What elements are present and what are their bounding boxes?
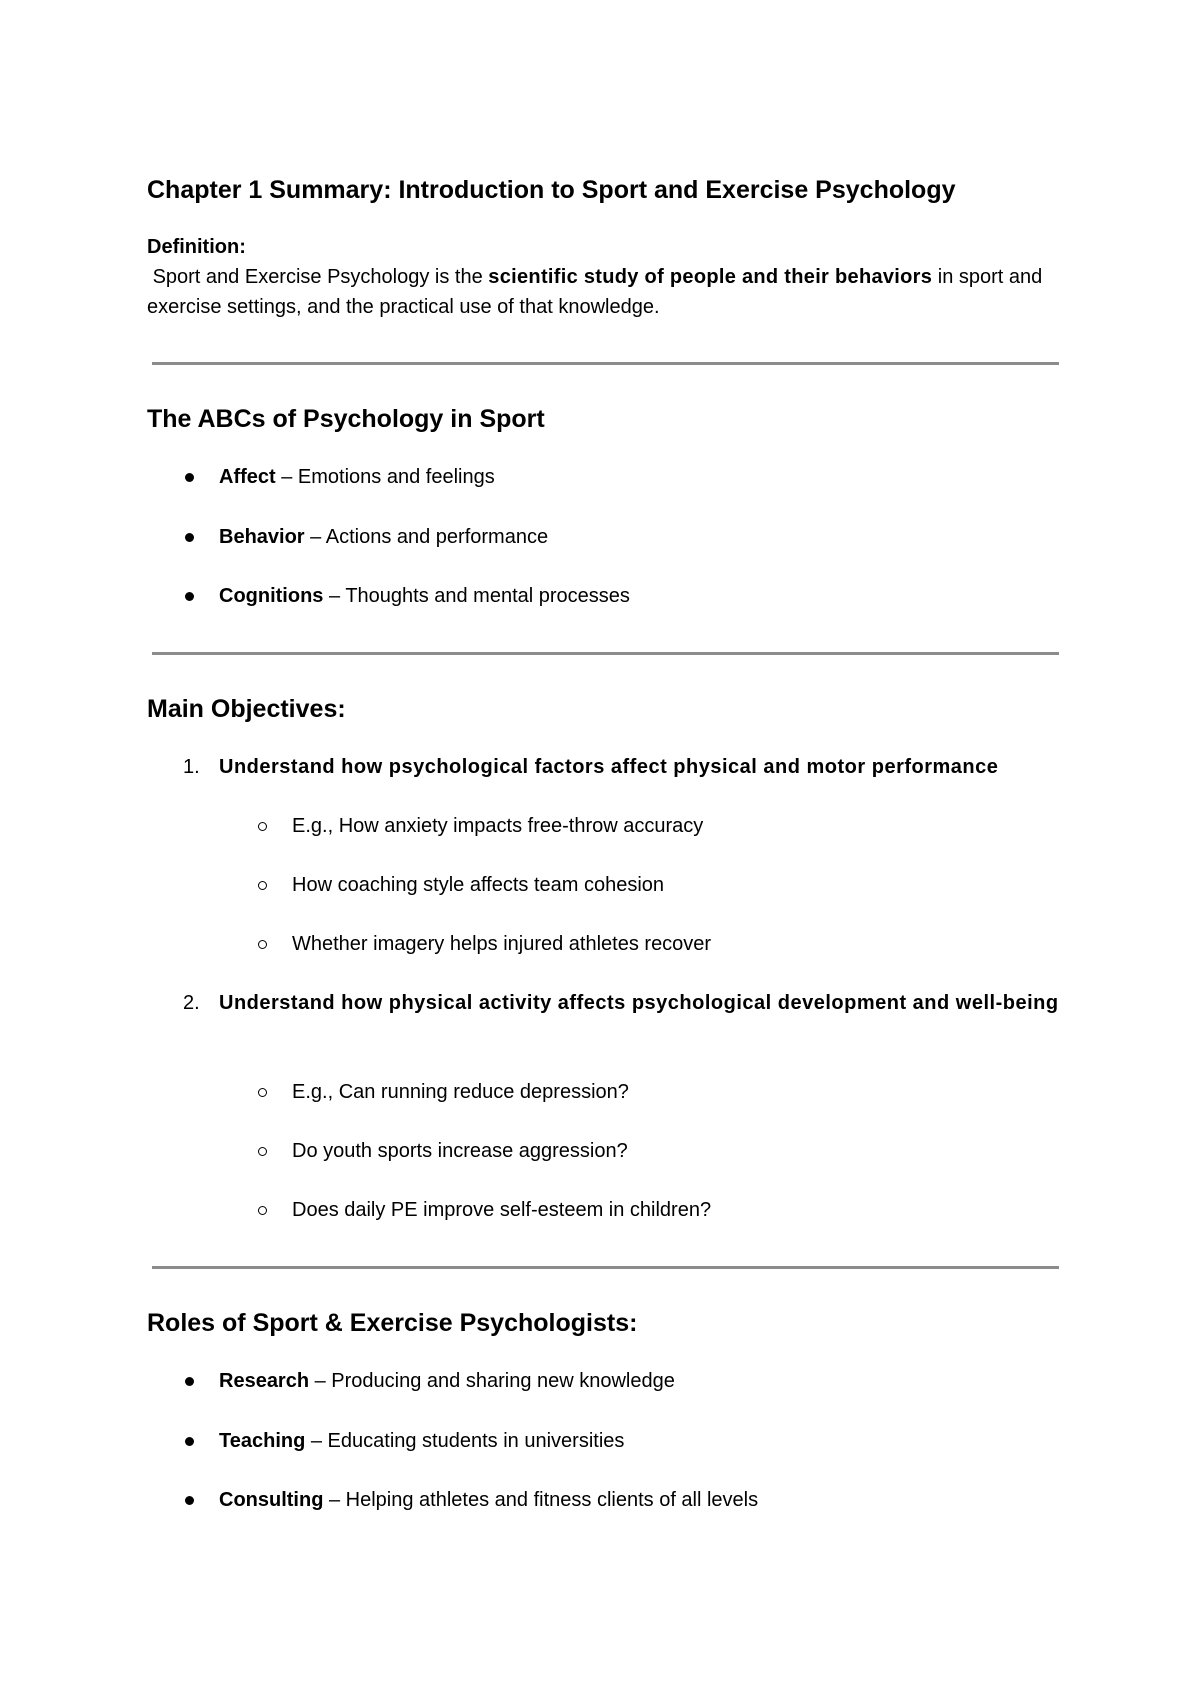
objective-text: Understand how physical activity affects psychological development and well-being [219, 992, 1059, 1014]
roles-item-desc: – Producing and sharing new knowledge [309, 1370, 675, 1392]
abcs-item-desc: – Actions and performance [304, 526, 549, 548]
roles-item-term: Teaching [219, 1430, 306, 1452]
abcs-heading: The ABCs of Psychology in Sport [147, 405, 545, 433]
horizontal-divider [152, 1266, 1059, 1269]
roles-item-desc: – Helping athletes and fitness clients of all levels [323, 1489, 759, 1511]
bullet-icon [185, 1377, 194, 1386]
abcs-item [219, 523, 548, 551]
roles-heading: Roles of Sport & Exercise Psychologists: [147, 1309, 638, 1337]
horizontal-divider [152, 652, 1059, 655]
roles-item [219, 1427, 624, 1455]
objective-example: Do youth sports increase aggression? [292, 1140, 628, 1162]
roles-item [219, 1486, 758, 1514]
hollow-bullet-icon [258, 1088, 267, 1097]
horizontal-divider [152, 362, 1059, 365]
objectives-heading: Main Objectives: [147, 695, 346, 723]
roles-item-desc: – Educating students in universities [305, 1430, 625, 1452]
hollow-bullet-icon [258, 822, 267, 831]
objective-number: 2. [183, 992, 200, 1014]
definition-label: Definition: [147, 236, 246, 258]
abcs-item-term: Behavior [219, 526, 305, 548]
abcs-item [219, 582, 630, 610]
definition-text-after: in sport and exercise settings, and the practical use of that knowledge. [147, 266, 1043, 318]
objective-example: Does daily PE improve self-esteem in children? [292, 1199, 712, 1221]
objective-example: E.g., How anxiety impacts free-throw accuracy [292, 815, 704, 837]
definition-text-bold: scientific study of people and their behaviors [488, 266, 933, 288]
definition-text-before: Sport and Exercise Psychology is the [152, 266, 489, 288]
bullet-icon [185, 1496, 194, 1505]
bullet-icon [185, 533, 194, 542]
abcs-item-term: Cognitions [219, 585, 324, 607]
abcs-item-desc: – Thoughts and mental processes [323, 585, 630, 607]
hollow-bullet-icon [258, 1206, 267, 1215]
roles-item-term: Research [219, 1370, 310, 1392]
roles-item [219, 1367, 675, 1395]
objective-example: E.g., Can running reduce depression? [292, 1081, 629, 1103]
objective-number: 1. [183, 756, 200, 778]
hollow-bullet-icon [258, 940, 267, 949]
definition-text [147, 262, 1047, 322]
abcs-item-term: Affect [219, 466, 276, 488]
bullet-icon [185, 1437, 194, 1446]
objective-example: Whether imagery helps injured athletes recover [292, 933, 712, 955]
hollow-bullet-icon [258, 1147, 267, 1156]
hollow-bullet-icon [258, 881, 267, 890]
bullet-icon [185, 592, 194, 601]
objective-example: How coaching style affects team cohesion [292, 874, 665, 896]
page-title: Chapter 1 Summary: Introduction to Sport and Exercise Psychology [147, 176, 956, 204]
abcs-item [219, 463, 495, 491]
objective-text: Understand how psychological factors affect physical and motor performance [219, 756, 999, 778]
abcs-item-desc: – Emotions and feelings [275, 466, 495, 488]
bullet-icon [185, 473, 194, 482]
roles-item-term: Consulting [219, 1489, 324, 1511]
